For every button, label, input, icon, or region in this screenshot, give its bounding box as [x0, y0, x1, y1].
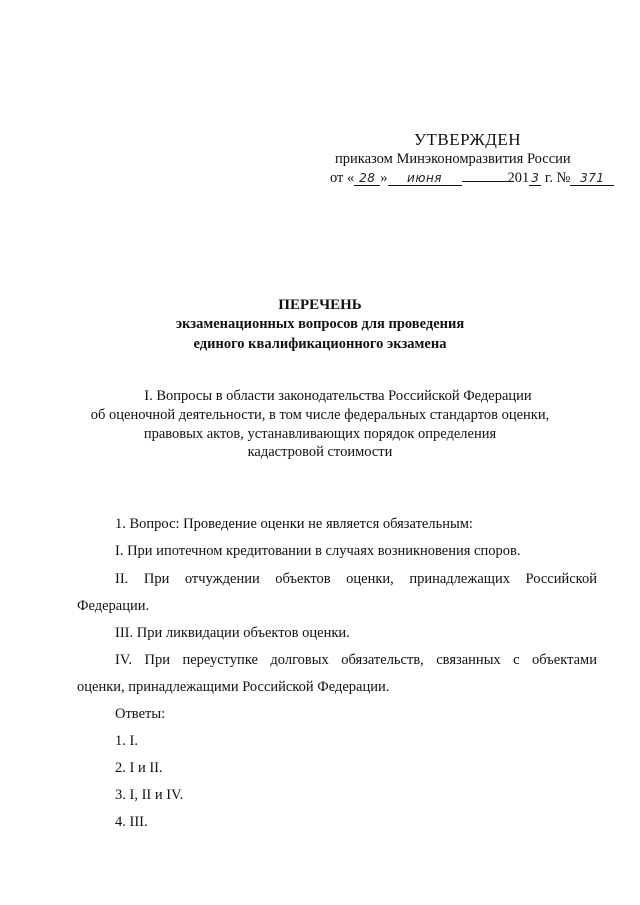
section-heading-line1: I. Вопросы в области законодательства Российской Федерации: [144, 388, 532, 404]
document-subtitle-line1: экзаменационных вопросов для проведения: [175, 316, 465, 332]
section-heading-line3: правовых актов, устанавливающих порядок определения: [143, 426, 497, 442]
question-heading: 1. Вопрос: Проведение оценки не является обязательным:: [115, 516, 473, 532]
word: переуступке: [182, 652, 258, 668]
question-option-2: [115, 571, 597, 588]
word: При: [143, 571, 170, 587]
word: обязательств,: [341, 652, 424, 668]
word: оценки,: [346, 571, 394, 587]
document-subtitle-line2: единого квалификационного экзамена: [193, 336, 447, 352]
word: объектами: [532, 652, 597, 668]
word: отчуждении: [184, 571, 260, 587]
date-year-base: 201: [507, 170, 530, 186]
date-year-suffix: г. №: [541, 170, 571, 186]
date-year-end: 3: [531, 171, 540, 185]
answer-4: 4. III.: [115, 814, 148, 830]
date-month: июня: [388, 171, 462, 186]
date-day: 28: [354, 171, 380, 186]
answer-1: 1. I.: [115, 733, 138, 749]
question-option-4: [115, 652, 597, 669]
answers-label: Ответы:: [115, 706, 166, 722]
question-option-1: I. При ипотечном кредитовании в случаях возникновения споров.: [115, 543, 521, 559]
word: связанных: [436, 652, 501, 668]
answer-2: 2. I и II.: [115, 760, 163, 776]
approved-heading: УТВЕРЖДЕН: [414, 130, 521, 149]
question-option-4-continued: оценки, принадлежащими Российской Федерации.: [77, 679, 390, 695]
word: IV.: [115, 652, 133, 668]
word: с: [513, 652, 520, 668]
question-option-2-continued: Федерации.: [77, 598, 150, 614]
answer-3: 3. I, II и IV.: [115, 787, 184, 803]
word: объектов: [275, 571, 331, 587]
question-option-3: III. При ликвидации объектов оценки.: [115, 625, 350, 641]
date-prefix: от «: [330, 170, 355, 186]
date-month-blank: [462, 181, 508, 182]
word: долговых: [270, 652, 329, 668]
word: II.: [115, 571, 129, 587]
section-heading-line2: об оценочной деятельности, в том числе федеральных стандартов оценки,: [90, 407, 550, 423]
word: При: [144, 652, 170, 668]
date-mid: »: [380, 170, 388, 186]
word: принадлежащих: [409, 571, 510, 587]
order-number: 371: [570, 171, 614, 186]
order-date-line: [330, 170, 614, 187]
section-heading-line4: кадастровой стоимости: [247, 444, 393, 460]
document-title: ПЕРЕЧЕНЬ: [278, 297, 362, 313]
order-line: приказом Минэкономразвития России: [335, 151, 571, 167]
word: Российской: [525, 571, 597, 587]
